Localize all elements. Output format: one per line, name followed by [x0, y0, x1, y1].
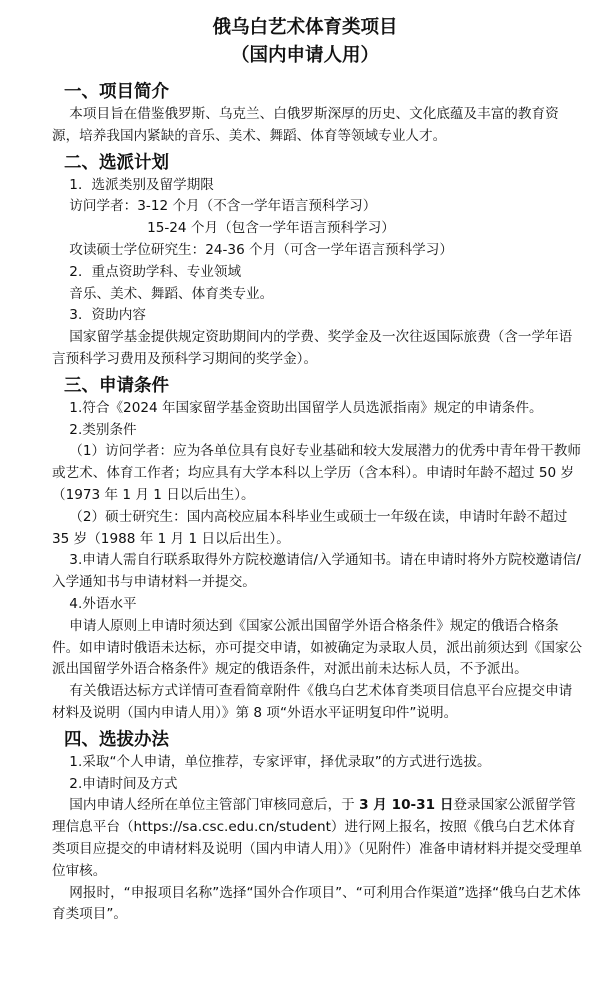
- selection-line-3-end: 登录国家公派留学管理信息平台（https://sa.csc.edu.cn/student）进行网上报名，按照《俄乌白艺术体育类项目应提交的申请材料及说明（国内申请人用）》（见附件）准备申请材料并提交受理单位审核。: [52, 797, 583, 879]
- selection-line-3-start: 国内申请人经所在单位主管部门审核同意后，于: [52, 797, 360, 814]
- plan-line-3: 15-24 个月（包含一学年语言预科学习）: [52, 220, 395, 237]
- conditions-line-6: 4.外语水平: [52, 595, 137, 612]
- selection-line-3: [52, 795, 584, 882]
- conditions-line-3: （1）访问学者：应为各单位具有良好专业基础和较大发展潜力的优秀中青年骨干教师或艺术、体育工作者；均应具有大学本科以上学历（含本科）。申请时年龄不超过 50 岁（1973 年 1 月 1 日以后出生）。: [52, 443, 581, 503]
- section-heading-intro: 一、项目简介: [64, 82, 169, 102]
- selection-line-2: 2.申请时间及方式: [52, 775, 178, 792]
- conditions-line-7: 申请人原则上申请时须达到《国家公派出国留学外语合格条件》规定的俄语合格条件。如申请时俄语未达标，亦可提交申请，如被确定为录取人员，派出前须达到《国家公派出国留学外语合格条件》规定的俄语条件，对派出前未达标人员，不予派出。: [52, 617, 583, 678]
- conditions-line-8: 有关俄语达标方式详情可查看简章附件《俄乌白艺术体育类项目信息平台应提交申请材料及说明（国内申请人用）》第 8 项“外语水平证明复印件”说明。: [52, 683, 573, 721]
- selection-line-4: 网报时，“申报项目名称”选择“国外合作项目”、“可利用合作渠道”选择“俄乌白艺术体育类项目”。: [52, 884, 581, 923]
- plan-line-1: 1．选派类别及留学期限: [52, 176, 214, 193]
- conditions-line-2: 2.类别条件: [52, 421, 137, 438]
- conditions-line-1: 1.符合《2024 年国家留学基金资助出国留学人员选派指南》规定的申请条件。: [52, 399, 543, 416]
- section-heading-selection: 四、选拔办法: [64, 729, 169, 750]
- section-heading-plan: 二、选派计划: [64, 152, 169, 173]
- section-heading-conditions: 三、申请条件: [64, 375, 169, 396]
- plan-line-2: 访问学者：3-12 个月（不含一学年语言预科学习）: [52, 198, 377, 215]
- plan-line-7: 3．资助内容: [52, 307, 146, 324]
- document-title: 俄乌白艺术体育类项目: [212, 17, 398, 38]
- plan-line-4: 攻读硕士学位研究生：24-36 个月（可含一学年语言预科学习）: [52, 241, 453, 258]
- plan-line-5: 2．重点资助学科、专业领域: [52, 263, 242, 280]
- document-subtitle: （国内申请人用）: [230, 45, 379, 66]
- selection-line-1: 1.采取“个人申请，单位推荐，专家评审，择优录取”的方式进行选拔。: [52, 753, 491, 770]
- conditions-line-4: （2）硕士研究生：国内高校应届本科毕业生或硕士一年级在读，申请时年龄不超过 35 岁（1988 年 1 月 1 日以后出生）。: [52, 508, 572, 547]
- application-date: 3 月 10-31 日: [359, 797, 454, 814]
- plan-line-6: 音乐、美术、舞蹈、体育类专业。: [52, 285, 274, 302]
- plan-line-8: 国家留学基金提供规定资助期间内的学费、奖学金及一次往返国际旅费（含一学年语言预科学习费用及预科学习期间的奖学金）。: [52, 329, 573, 367]
- intro-paragraph: 本项目旨在借鉴俄罗斯、乌克兰、白俄罗斯深厚的历史、文化底蕴及丰富的教育资源，培养我国内紧缺的音乐、美术、舞蹈、体育等领域专业人才。: [52, 106, 559, 144]
- conditions-line-5: 3.申请人需自行联系取得外方院校邀请信/入学通知书。请在申请时将外方院校邀请信/入学通知书与申请材料一并提交。: [52, 552, 581, 591]
